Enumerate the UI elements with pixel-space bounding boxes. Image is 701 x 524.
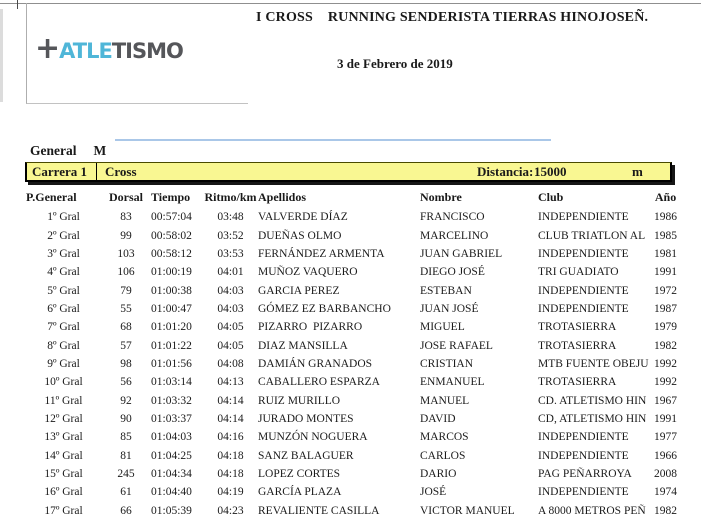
table-row xyxy=(26,483,683,501)
cell-apellidos: JURADO MONTES xyxy=(258,412,354,425)
cell-tiempo: 01:00:38 xyxy=(151,284,192,297)
cell-apellidos: GÓMEZ EZ BARBANCHO xyxy=(258,302,391,315)
table-row xyxy=(26,226,683,244)
cell-anio: 1982 xyxy=(654,339,678,352)
cell-dorsal: 98 xyxy=(120,357,132,370)
cell-ritmo-km: 04:03 xyxy=(217,302,244,315)
cell-position: 12º Gral xyxy=(44,412,83,425)
cell-anio: 1992 xyxy=(654,376,678,389)
cell-apellidos: VALVERDE DÍAZ xyxy=(258,211,348,224)
cell-ritmo-km: 04:03 xyxy=(217,284,244,297)
cell-tiempo: 01:00:19 xyxy=(151,266,192,279)
table-row xyxy=(26,410,683,428)
cell-nombre: JOSE RAFAEL xyxy=(420,339,493,352)
cell-apellidos: RUIZ MURILLO xyxy=(258,394,341,407)
cell-position: 10º Gral xyxy=(44,376,83,389)
cell-anio: 1985 xyxy=(654,229,678,242)
table-row xyxy=(26,300,683,318)
cell-club: INDEPENDIENTE xyxy=(538,431,629,444)
distance-unit: m xyxy=(632,164,643,179)
cell-tiempo: 01:01:56 xyxy=(151,357,192,370)
results-table xyxy=(26,190,683,520)
cell-nombre: CRISTIAN xyxy=(420,357,474,370)
race-info-bar xyxy=(25,162,672,182)
cell-tiempo: 01:00:47 xyxy=(151,302,192,315)
cell-club: TROTASIERRA xyxy=(538,321,617,334)
race-date: 3 de Febrero de 2019 xyxy=(337,56,453,71)
cell-apellidos: SANZ BALAGUER xyxy=(258,449,354,462)
cell-position: 5º Gral xyxy=(47,284,80,297)
cell-ritmo-km: 04:05 xyxy=(217,321,244,334)
cell-club: CD, ATLETISMO HIN xyxy=(538,412,647,425)
cell-dorsal: 99 xyxy=(120,229,132,242)
cell-position: 9º Gral xyxy=(47,357,80,370)
cell-nombre: VICTOR MANUEL xyxy=(420,504,515,517)
cell-position: 7º Gral xyxy=(47,321,80,334)
cell-dorsal: 55 xyxy=(120,302,132,315)
cell-tiempo: 01:05:39 xyxy=(151,504,192,517)
cell-ritmo-km: 04:23 xyxy=(217,504,244,517)
cell-tiempo: 01:03:14 xyxy=(151,376,192,389)
category-label: M xyxy=(93,143,107,158)
logo-plus-icon: + xyxy=(35,31,60,66)
cell-club: INDEPENDIENTE xyxy=(538,449,629,462)
cell-club: INDEPENDIENTE xyxy=(538,211,629,224)
cell-nombre: MANUEL xyxy=(420,394,470,407)
cell-nombre: FRANCISCO xyxy=(420,211,485,224)
cell-dorsal: 90 xyxy=(120,412,132,425)
column-header-position: P.General xyxy=(26,190,77,204)
cell-position: 3º Gral xyxy=(47,247,80,260)
table-row xyxy=(26,373,683,391)
table-row xyxy=(26,208,683,226)
cell-dorsal: 68 xyxy=(120,321,132,334)
cell-dorsal: 56 xyxy=(120,376,132,389)
cell-apellidos: DIAZ MANSILLA xyxy=(258,339,348,352)
cell-apellidos: MUÑOZ VAQUERO xyxy=(258,266,358,279)
blue-underline xyxy=(115,139,551,141)
cell-nombre: MIGUEL xyxy=(420,321,465,334)
cell-position: 13º Gral xyxy=(44,431,83,444)
cell-anio: 1991 xyxy=(654,412,678,425)
race-bar-divider xyxy=(96,163,97,180)
atletismo-logo xyxy=(35,31,183,66)
table-row xyxy=(26,263,683,281)
cell-nombre: MARCOS xyxy=(420,431,469,444)
cell-tiempo: 00:57:04 xyxy=(151,211,192,224)
cell-nombre: ESTEBAN xyxy=(420,284,472,297)
cell-dorsal: 103 xyxy=(117,247,135,260)
cell-club: INDEPENDIENTE xyxy=(538,302,629,315)
cell-dorsal: 66 xyxy=(120,504,132,517)
cell-position: 2º Gral xyxy=(47,229,80,242)
cell-anio: 1986 xyxy=(654,211,678,224)
cell-ritmo-km: 04:01 xyxy=(217,266,244,279)
cell-ritmo-km: 04:05 xyxy=(217,339,244,352)
distancia-label: Distancia: xyxy=(477,164,534,179)
cell-apellidos: FERNÁNDEZ ARMENTA xyxy=(258,247,385,260)
cell-nombre: DARIO xyxy=(420,467,457,480)
cell-dorsal: 85 xyxy=(120,431,132,444)
cell-tiempo: 01:04:40 xyxy=(151,486,192,499)
cell-dorsal: 79 xyxy=(120,284,132,297)
cell-anio: 1974 xyxy=(654,486,678,499)
table-row xyxy=(26,446,683,464)
cell-club: CLUB TRIATLON AL xyxy=(538,229,646,242)
cell-club: A 8000 METROS PEÑ xyxy=(538,504,646,517)
cell-ritmo-km: 04:14 xyxy=(217,412,244,425)
cell-apellidos: REVALIENTE CASILLA xyxy=(258,504,380,517)
cell-club: TROTASIERRA xyxy=(538,376,617,389)
cell-anio: 1972 xyxy=(654,284,678,297)
table-row xyxy=(26,245,683,263)
column-header-dorsal: Dorsal xyxy=(109,190,143,204)
cell-tiempo: 01:04:34 xyxy=(151,467,192,480)
cell-anio: 1977 xyxy=(654,431,678,444)
cell-club: INDEPENDIENTE xyxy=(538,284,629,297)
cell-anio: 1979 xyxy=(654,321,678,334)
table-row xyxy=(26,465,683,483)
cell-nombre: DIEGO JOSÉ xyxy=(420,266,485,279)
cell-apellidos: DUEÑAS OLMO xyxy=(258,229,342,242)
cell-ritmo-km: 03:48 xyxy=(217,211,244,224)
cell-ritmo-km: 04:19 xyxy=(217,486,244,499)
table-row xyxy=(26,318,683,336)
table-row xyxy=(26,336,683,354)
cell-club: CD. ATLETISMO HIN xyxy=(538,394,647,407)
cell-ritmo-km: 04:18 xyxy=(217,449,244,462)
cell-apellidos: DAMIÁN GRANADOS xyxy=(258,357,373,370)
cell-nombre: JUAN GABRIEL xyxy=(420,247,503,260)
margin-tick xyxy=(17,0,18,9)
table-row xyxy=(26,355,683,373)
cell-club: PAG PEÑARROYA xyxy=(538,467,632,480)
cell-anio: 1967 xyxy=(654,394,678,407)
cell-dorsal: 61 xyxy=(120,486,132,499)
cell-nombre: CARLOS xyxy=(420,449,466,462)
cell-ritmo-km: 03:52 xyxy=(217,229,244,242)
carrera-label: Carrera 1 xyxy=(32,164,87,179)
logo-cell xyxy=(26,3,248,104)
cell-apellidos: MUNZÓN NOGUERA xyxy=(258,431,368,444)
column-header-tiempo: Tiempo xyxy=(151,190,191,204)
page-title: I CROSS RUNNING SENDERISTA TIERRAS HINOJOSEÑ. xyxy=(256,10,649,25)
cell-dorsal: 57 xyxy=(120,339,132,352)
cell-ritmo-km: 04:08 xyxy=(217,357,244,370)
distance-value: 15000 xyxy=(534,164,567,179)
cell-club: TROTASIERRA xyxy=(538,339,617,352)
cell-nombre: JOSÉ xyxy=(420,486,447,499)
cell-anio: 1991 xyxy=(654,266,678,279)
cell-ritmo-km: 04:14 xyxy=(217,394,244,407)
cell-dorsal: 245 xyxy=(117,467,135,480)
cell-ritmo-km: 03:53 xyxy=(217,247,244,260)
cell-position: 16º Gral xyxy=(44,486,83,499)
cell-tiempo: 01:03:32 xyxy=(151,394,192,407)
cell-anio: 1982 xyxy=(654,504,678,517)
cell-anio: 1966 xyxy=(654,449,678,462)
cell-anio: 1981 xyxy=(654,247,678,260)
cell-position: 17º Gral xyxy=(44,504,83,517)
cell-club: TRI GUADIATO xyxy=(538,266,619,279)
cell-position: 1º Gral xyxy=(47,211,80,224)
cell-tiempo: 00:58:12 xyxy=(151,247,192,260)
cell-apellidos: PIZARRO PIZARRO xyxy=(258,321,363,334)
cell-tiempo: 01:04:03 xyxy=(151,431,192,444)
cell-position: 4º Gral xyxy=(47,266,80,279)
cell-club: INDEPENDIENTE xyxy=(538,486,629,499)
cell-position: 14º Gral xyxy=(44,449,83,462)
cell-club: INDEPENDIENTE xyxy=(538,247,629,260)
table-row xyxy=(26,391,683,409)
cell-nombre: DAVID xyxy=(420,412,456,425)
cell-nombre: ENMANUEL xyxy=(420,376,485,389)
cell-anio: 2008 xyxy=(654,467,678,480)
logo-text-gray: tismo xyxy=(111,31,183,66)
column-header-ritmo-km: Ritmo/km xyxy=(204,190,257,204)
classification-heading xyxy=(30,143,106,159)
cell-ritmo-km: 04:13 xyxy=(217,376,244,389)
cell-nombre: MARCELINO xyxy=(420,229,489,242)
cell-anio: 1987 xyxy=(654,302,678,315)
cell-ritmo-km: 04:18 xyxy=(217,467,244,480)
cell-dorsal: 83 xyxy=(120,211,132,224)
cell-tiempo: 00:58:02 xyxy=(151,229,192,242)
cell-position: 6º Gral xyxy=(47,302,80,315)
table-row xyxy=(26,428,683,446)
column-header-club: Club xyxy=(538,190,564,204)
table-header-row xyxy=(26,190,683,208)
cell-nombre: JUAN JOSÉ xyxy=(420,302,479,315)
cell-tiempo: 01:01:20 xyxy=(151,321,192,334)
cell-dorsal: 92 xyxy=(120,394,132,407)
column-header-anio: Año xyxy=(654,190,677,204)
cell-tiempo: 01:04:25 xyxy=(151,449,192,462)
table-row xyxy=(26,281,683,299)
cell-position: 15º Gral xyxy=(44,467,83,480)
cell-apellidos: LOPEZ CORTES xyxy=(258,467,341,480)
page-left-edge xyxy=(0,9,3,102)
cell-club: MTB FUENTE OBEJU xyxy=(538,357,649,370)
table-row xyxy=(26,502,683,520)
cell-apellidos: GARCIA PEREZ xyxy=(258,284,340,297)
general-label: General xyxy=(30,143,77,158)
cell-apellidos: CABALLERO ESPARZA xyxy=(258,376,380,389)
cell-tiempo: 01:03:37 xyxy=(151,412,192,425)
cell-tiempo: 01:01:22 xyxy=(151,339,192,352)
race-name: Cross xyxy=(105,164,137,179)
cell-ritmo-km: 04:16 xyxy=(217,431,244,444)
cell-apellidos: GARCÍA PLAZA xyxy=(258,486,342,499)
cell-anio: 1992 xyxy=(654,357,678,370)
column-header-nombre: Nombre xyxy=(420,190,462,204)
cell-position: 11º Gral xyxy=(44,394,83,407)
column-header-apellidos: Apellidos xyxy=(258,190,307,204)
cell-position: 8º Gral xyxy=(47,339,80,352)
cell-dorsal: 106 xyxy=(117,266,135,279)
logo-text-blue: atle xyxy=(59,31,112,66)
cell-dorsal: 81 xyxy=(120,449,132,462)
